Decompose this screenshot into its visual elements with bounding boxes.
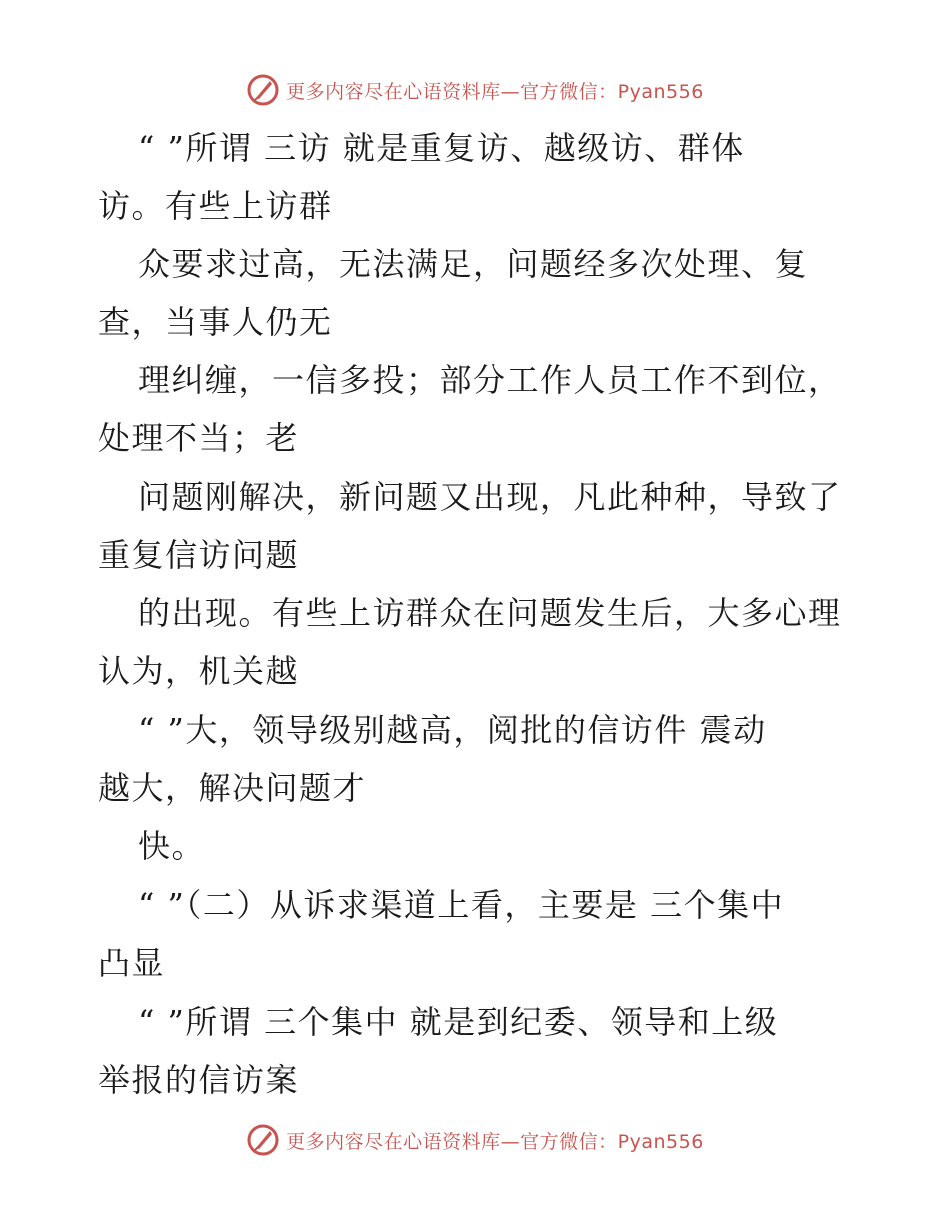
text-line: 凸显	[98, 944, 166, 982]
watermark-banner-top	[0, 70, 950, 110]
text-line: “ ”（二）从诉求渠道上看，主要是 三个集中	[138, 886, 785, 924]
watermark-text: 更多内容尽在心语资料库—官方微信：Pyan556	[286, 1130, 704, 1153]
text-line: 访。有些上访群	[98, 187, 333, 225]
text-line: 举报的信访案	[98, 1061, 300, 1099]
text-line: 处理不当；老	[98, 419, 300, 457]
watermark-text: 更多内容尽在心语资料库—官方微信：Pyan556	[286, 80, 704, 103]
text-line: 问题刚解决，新问题又出现，凡此种种，导致了	[138, 478, 842, 516]
quill-pen-circle-icon	[246, 73, 280, 107]
text-line: 的出现。有些上访群众在问题发生后，大多心理	[138, 594, 842, 632]
text-line: 理纠缠，一信多投；部分工作人员工作不到位，	[138, 361, 842, 399]
text-line: 查，当事人仍无	[98, 303, 333, 341]
text-line: 众要求过高，无法满足，问题经多次处理、复	[138, 245, 809, 283]
text-line: “ ”大，领导级别越高，阅批的信访件 震动	[138, 711, 767, 749]
text-line: “ ”所谓 三个集中 就是到纪委、领导和上级	[138, 1003, 779, 1041]
text-line: 越大，解决问题才	[98, 769, 367, 807]
watermark-banner-bottom	[0, 1120, 950, 1160]
text-line: 认为，机关越	[98, 652, 300, 690]
text-line: “ ”所谓 三访 就是重复访、越级访、群体	[138, 129, 745, 167]
quill-pen-circle-icon	[246, 1123, 280, 1157]
text-line: 快。	[138, 827, 206, 865]
text-line: 重复信访问题	[98, 536, 300, 574]
